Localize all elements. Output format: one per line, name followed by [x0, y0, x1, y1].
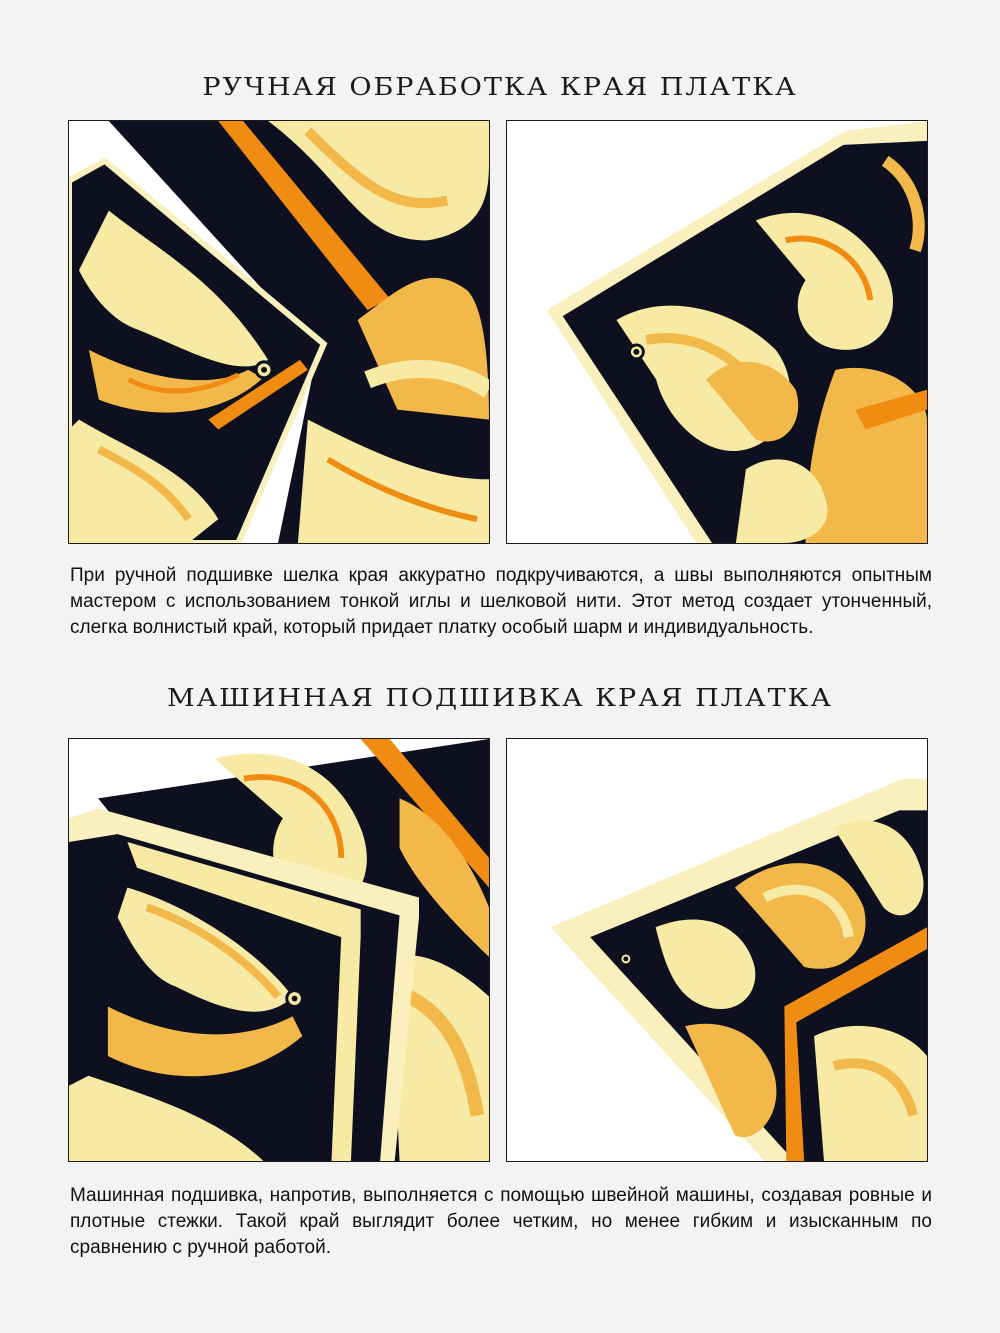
photo-hand-hem-folded	[68, 120, 490, 544]
scarf-photo-flat-hand	[507, 121, 927, 543]
heading-hand-hem: РУЧНАЯ ОБРАБОТКА КРАЯ ПЛАТКА	[202, 73, 798, 102]
heading-machine-hem: МАШИННАЯ ПОДШИВКА КРАЯ ПЛАТКА	[167, 684, 833, 713]
description-machine-hem: Машинная подшивка, напротив, выполняется с помощью швейной машины, создавая ровные и плотные стежки. Такой край выглядит более четким, но менее гибким и изысканным по сравнению с ручной работой.	[70, 1185, 932, 1258]
description-hand-hem: При ручной подшивке шелка края аккуратно подкручиваются, а швы выполняются опытным мастером с использованием тонкой иглы и шелковой нити. Этот метод создает утонченный, слегка волнистый край, который придает платку особый шарм и индивидуальность.	[70, 565, 932, 638]
scarf-photo-folded-machine	[69, 739, 489, 1161]
photo-machine-hem-folded	[68, 738, 490, 1162]
scarf-photo-folded-hand	[69, 121, 489, 543]
photo-hand-hem-flat	[506, 120, 928, 544]
photo-machine-hem-flat	[506, 738, 928, 1162]
scarf-photo-flat-machine	[507, 739, 927, 1161]
